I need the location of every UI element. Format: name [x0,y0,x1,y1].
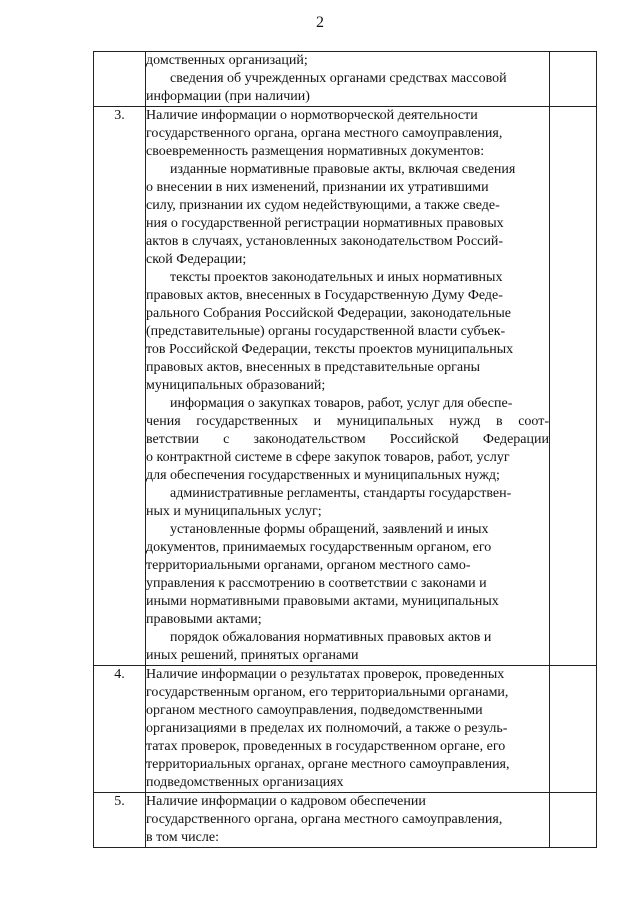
page-number: 2 [316,14,324,31]
row-number: 5. [94,793,146,848]
text-line: иными нормативными правовыми актами, муниципальных [146,594,499,609]
row-text [146,107,550,666]
text-line: силу, признании их судом недействующими, а также сведе- [146,198,500,213]
table-row [94,793,597,848]
text-line: в том числе: [146,830,219,845]
text-line: сведения об учрежденных органами средствах массовой [170,71,507,86]
blank-cell [550,666,597,793]
text-line: Наличие информации о результатах проверок, проведенных [146,667,505,682]
text-line: административные регламенты, стандарты государствен- [170,486,512,501]
text-line: тексты проектов законодательных и иных нормативных [170,270,503,285]
row-number: 3. [94,107,146,666]
row-text [146,666,550,793]
table-row [94,107,597,666]
text-line: территориальных органах, органе местного самоуправления, [146,757,510,772]
row-text [146,793,550,848]
text-line: государственного органа, органа местного самоуправления, [146,126,503,141]
text-line: правовых актов, внесенных в представительные органы [146,360,481,375]
text-line: муниципальных образований; [146,378,326,393]
blank-cell [550,52,597,107]
text-line: территориальными органами, органом местного само- [146,558,471,573]
text-line: о внесении в них изменений, признании их утратившими [146,180,489,195]
text-line: правовых актов, внесенных в Государственную Думу Феде- [146,288,503,303]
row-text [146,52,550,107]
text-line: рального Собрания Российской Федерации, законодательные [146,306,512,321]
table-body [94,52,597,848]
text-line: ской Федерации; [146,252,247,267]
text-line: чения государственных и муниципальных нужд в соот- [146,414,549,429]
text-line: управления к рассмотрению в соответствии с законами и [146,576,487,591]
text-line: организациями в пределах их полномочий, а также о резуль- [146,721,508,736]
table-row [94,52,597,107]
text-line: информации (при наличии) [146,89,310,104]
text-line: государственным органом, его территориальными органами, [146,685,509,700]
text-line: тов Российской Федерации, тексты проектов муниципальных [146,342,514,357]
text-line: татах проверок, проведенных в государственном органе, его [146,739,506,754]
blank-cell [550,793,597,848]
text-line: о контрактной системе в сфере закупок товаров, работ, услуг [146,450,510,465]
text-line: для обеспечения государственных и муниципальных нужд; [146,468,500,483]
text-line: информация о закупках товаров, работ, услуг для обеспе- [170,396,513,411]
text-line: ветствии с законодательством Российской Федерации [146,432,549,447]
row-number [94,52,146,107]
text-line: ных и муниципальных услуг; [146,504,322,519]
text-line: Наличие информации о нормотворческой деятельности [146,108,478,123]
text-line: подведомственных организациях [146,775,344,790]
text-line: изданные нормативные правовые акты, включая сведения [170,162,516,177]
text-line: иных решений, принятых органами [146,648,359,663]
row-number: 4. [94,666,146,793]
text-line: документов, принимаемых государственным органом, его [146,540,492,555]
text-line: ния о государственной регистрации нормативных правовых [146,216,504,231]
text-line: актов в случаях, установленных законодательством Россий- [146,234,504,249]
text-line: порядок обжалования нормативных правовых актов и [170,630,492,645]
text-line: правовыми актами; [146,612,262,627]
blank-cell [550,107,597,666]
text-line: государственного органа, органа местного самоуправления, [146,812,503,827]
text-line: своевременность размещения нормативных документов: [146,144,485,159]
text-line: домственных организаций; [146,53,308,68]
text-line: Наличие информации о кадровом обеспечении [146,794,426,809]
criteria-table [93,51,597,848]
text-line: (представительные) органы государственной власти субъек- [146,324,506,339]
text-line: органом местного самоуправления, подведомственными [146,703,483,718]
table-row [94,666,597,793]
text-line: установленные формы обращений, заявлений и иных [170,522,489,537]
